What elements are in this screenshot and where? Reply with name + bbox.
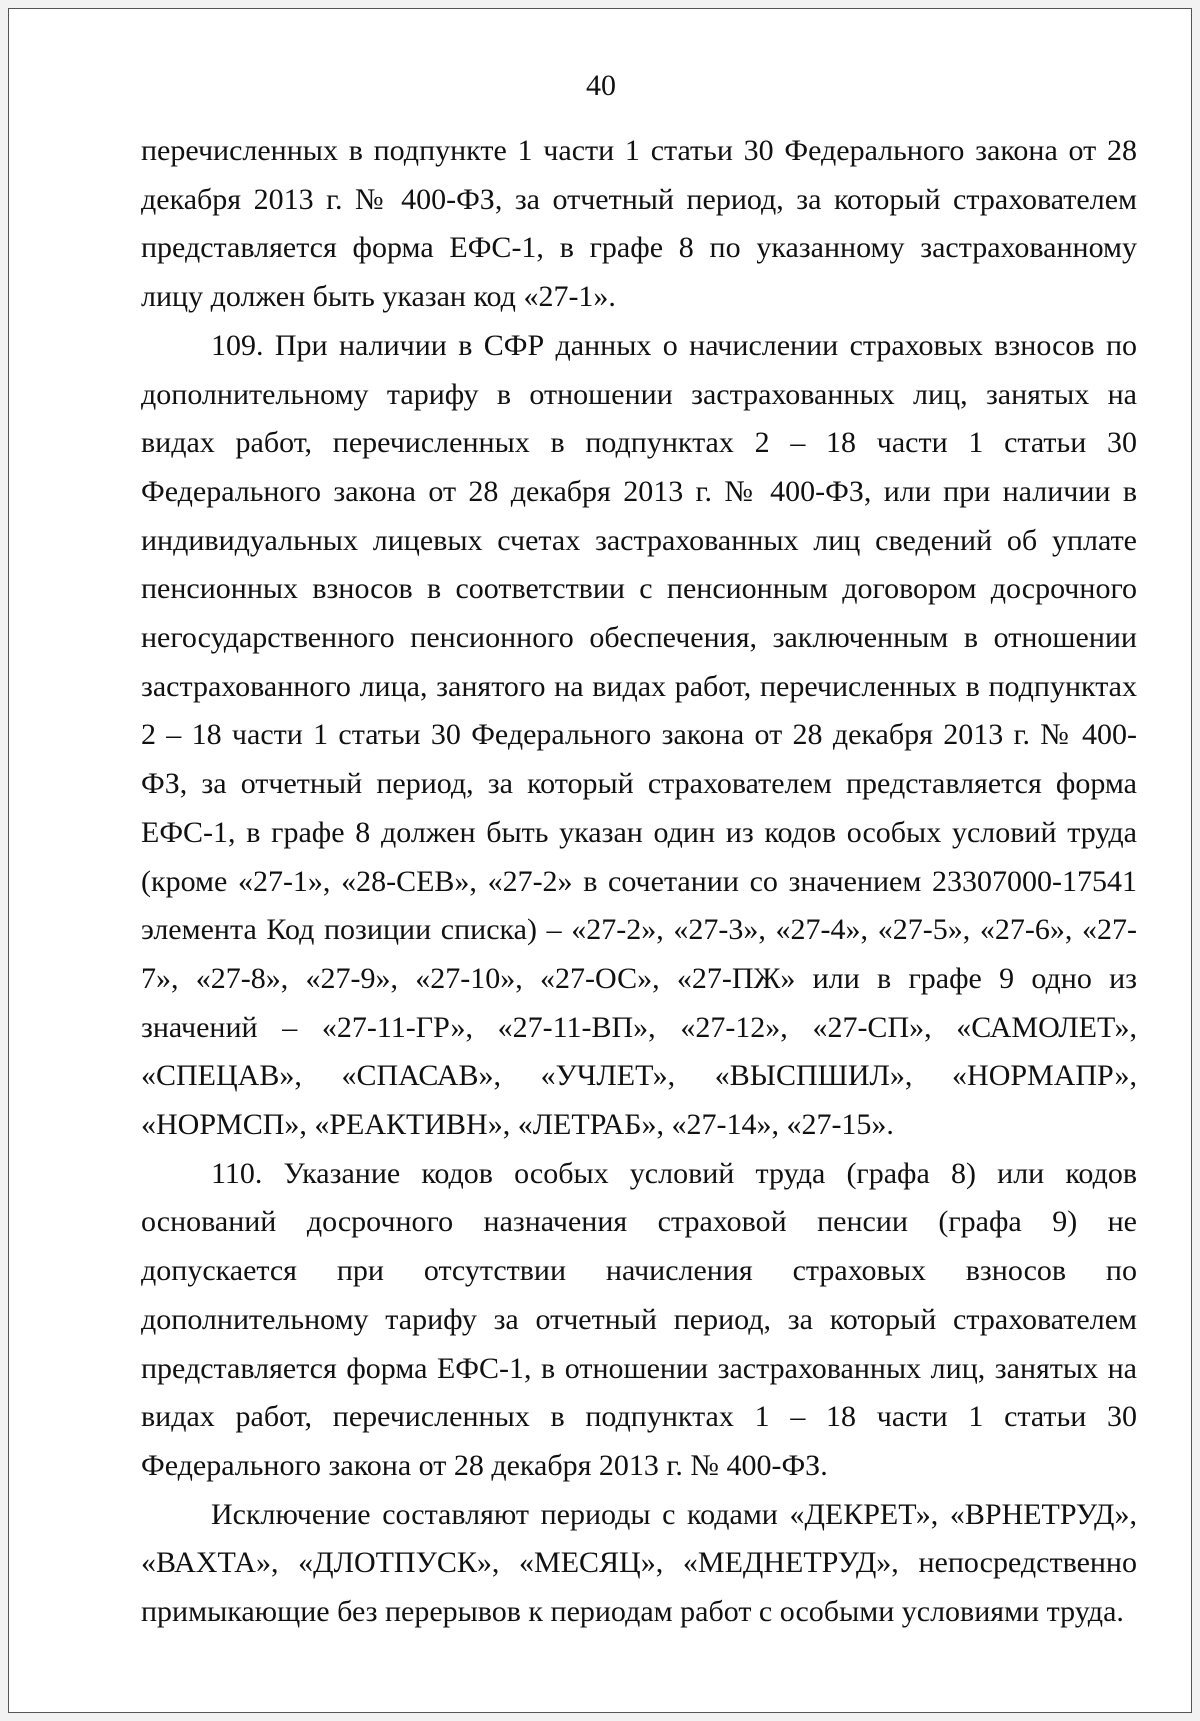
document-page — [8, 8, 1192, 1713]
paragraph-continuation: перечисленных в подпункте 1 части 1 статьи 30 Федерального закона от 28 декабря 2013 г. № 400-ФЗ, за отчетный период, за который страхователем представляется форма ЕФС-1, в графе 8 по указанному застрахованному лицу должен быть указан код «27-1». — [141, 134, 1137, 314]
paragraph-exception: Исключение составляют периоды с кодами «ДЕКРЕТ», «ВРНЕТРУД», «ВАХТА», «ДЛОТПУСК», «МЕСЯЦ», «МЕДНЕТРУД», непосредственно примыкающие без перерывов к периодам работ с особыми условиями труда. — [141, 1497, 1137, 1629]
document-body — [141, 127, 1137, 1637]
paragraph-item-109: 109. При наличии в СФР данных о начислении страховых взносов по дополнительному тарифу в отношении застрахованных лиц, занятых на видах работ, перечисленных в подпунктах 2 – 18 части 1 статьи 30 Федерального закона от 28 декабря 2013 г. № 400-ФЗ, или при наличии в индивидуальных лицевых счетах застрахованных лиц сведений об уплате пенсионных взносов в соответствии с пенсионным договором досрочного негосударственного пенсионного обеспечения, заключенным в отношении застрахованного лица, занятого на видах работ, перечисленных в подпунктах 2 – 18 части 1 статьи 30 Федерального закона от 28 декабря 2013 г. № 400-ФЗ, за отчетный период, за который страхователем представляется форма ЕФС-1, в графе 8 должен быть указан один из кодов особых условий труда (кроме «27-1», «28-СЕВ», «27-2» в сочетании со значением 23307000-17541 элемента Код позиции списка) – «27-2», «27-3», «27-4», «27-5», «27-6», «27-7», «27-8», «27-9», «27-10», «27-ОС», «27-ПЖ» или в графе 9 одно из значений – «27-11-ГР», «27-11-ВП», «27-12», «27-СП», «САМОЛЕТ», «СПЕЦАВ», «СПАСАВ», «УЧЛЕТ», «ВЫСПШИЛ», «НОРМАПР», «НОРМСП», «РЕАКТИВН», «ЛЕТРАБ», «27-14», «27-15». — [141, 328, 1137, 1142]
paragraph-item-110: 110. Указание кодов особых условий труда (графа 8) или кодов оснований досрочного назначения страховой пенсии (графа 9) не допускается при отсутствии начисления страховых взносов по дополнительному тарифу за отчетный период, за который страхователем представляется форма ЕФС-1, в отношении застрахованных лиц, занятых на видах работ, перечисленных в подпунктах 1 – 18 части 1 статьи 30 Федерального закона от 28 декабря 2013 г. № 400-ФЗ. — [141, 1156, 1137, 1482]
page-number: 40 — [586, 69, 616, 102]
